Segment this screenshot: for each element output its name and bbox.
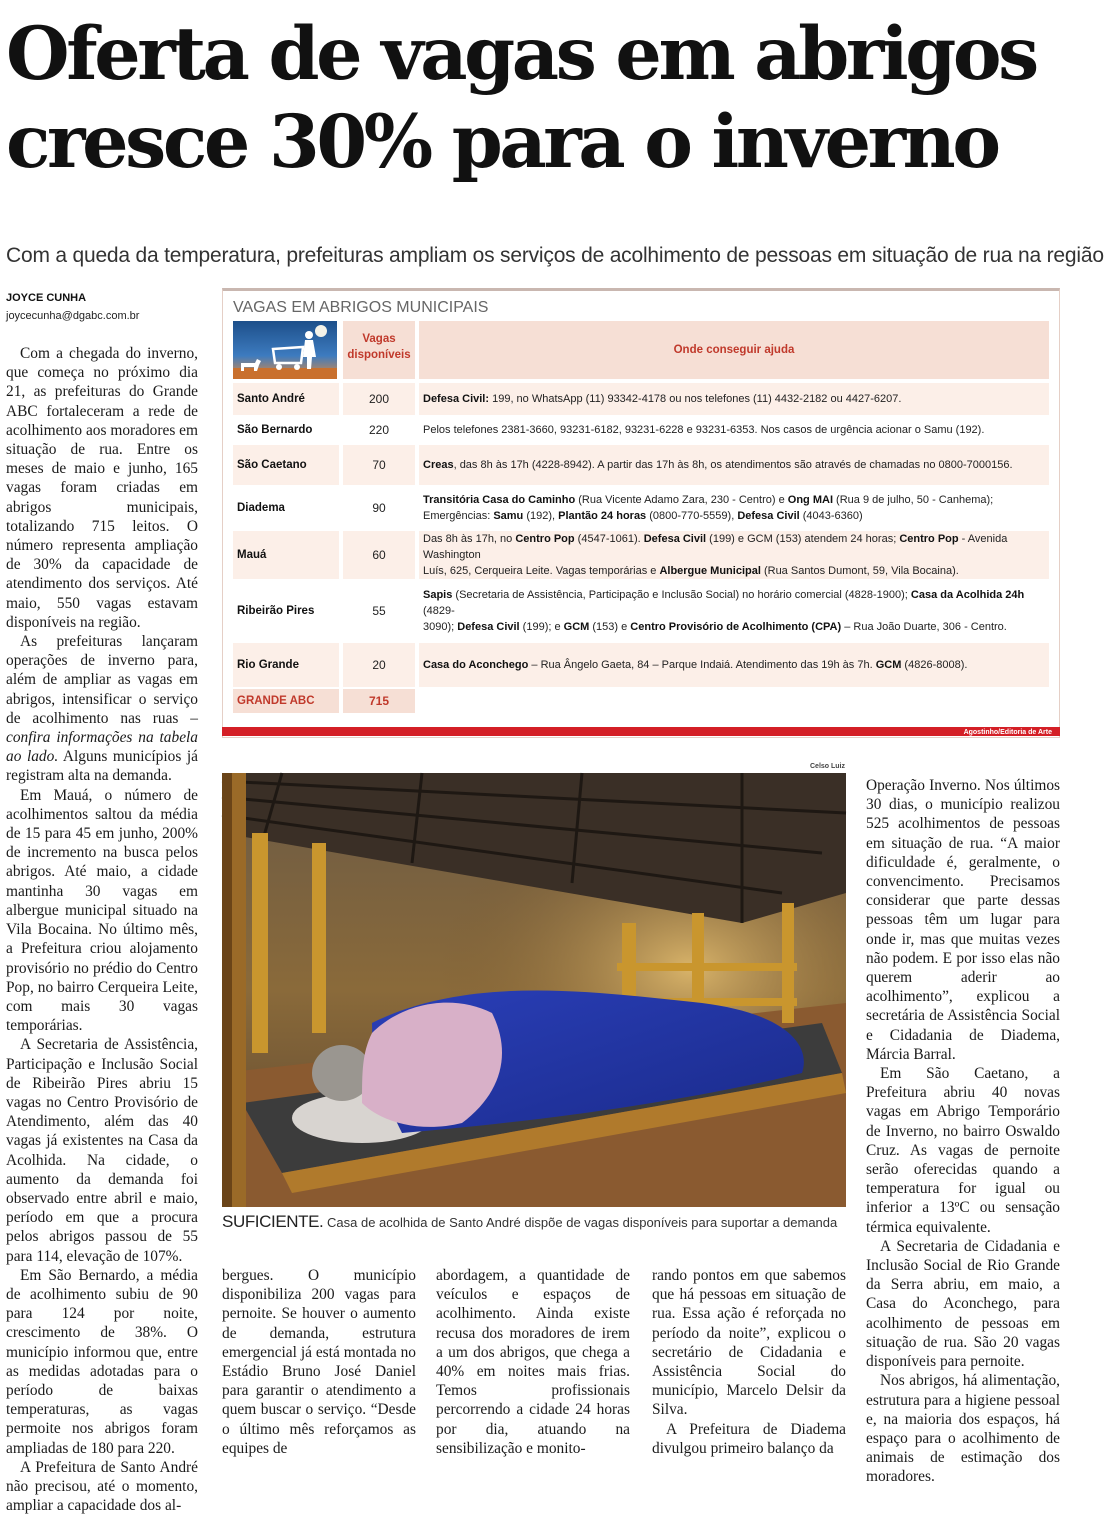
city-name: São Bernardo	[237, 424, 313, 436]
help-info: Pelos telefones 2381-3660, 93231-6182, 93231-6228 e 93231-6353. Nos casos de urgência acionar o Samu (192).	[423, 424, 985, 436]
body-column-3	[436, 1266, 630, 1458]
header-vagas-line-1: Vagas	[362, 333, 396, 345]
vagas-value: 90	[372, 501, 386, 515]
help-info: Sapis (Secretaria de Assistência, Participação e Inclusão Social) no horário comercial (4828-1900); Casa da Acolhida 24h (4829- 3090); Defesa Civil (199); e GCM (153) e Centro Provisório de Acolhimento (CPA) – Rua João Duarte, 306 - Centro.	[423, 589, 1025, 633]
table-row	[233, 579, 1049, 643]
vagas-value: 55	[372, 604, 386, 618]
help-info: Casa do Aconchego – Rua Ângelo Gaeta, 84 – Parque Indaiá. Atendimento das 19h às 7h. GCM (4826-8008).	[419, 643, 1049, 687]
art-credit: Agostinho/Editoria de Arte	[963, 729, 1052, 736]
vagas-value: 200	[343, 383, 415, 415]
paragraph: bergues. O município disponibiliza 200 vagas para pernoite. Se houver o aumento de demanda, estrutura emergencial já está montada no Estádio Bruno José Daniel para garantir o atendimento a quem buscar o serviço. “Desde o último mês reforçamos as equipes de	[222, 1267, 416, 1457]
city-name: Ribeirão Pires	[237, 605, 315, 617]
shelter-photo	[222, 773, 846, 1207]
body-column-4	[652, 1266, 846, 1458]
city-name: Santo André	[233, 383, 339, 415]
headline: Oferta de vagas em abrigos cresce 30% para o inverno	[6, 11, 1036, 185]
body-column-5	[866, 776, 1060, 1487]
table-row	[233, 445, 1049, 485]
paragraph: Nos abrigos, há alimentação, estrutura para a higiene pessoal e, na maioria dos espaços, há espaço para o acolhimento de animais de estimação dos moradores.	[866, 1372, 1060, 1486]
total-label: GRANDE ABC	[233, 689, 339, 713]
help-info: Defesa Civil: 199, no WhatsApp (11) 93342-4178 ou nos telefones (11) 4432-2182 ou 4427-6207.	[419, 383, 1049, 415]
paragraph: Com a chegada do inverno, que começa no próximo dia 21, as prefeituras do Grande ABC fortaleceram a rede de acolhimento aos moradores em situação de rua. Entre os meses de maio e junho, 165 vagas foram criadas em abrigos municipais, totalizando 715 leitos. O número representa ampliação de 30% da capacidade de atendimento dos serviços. Até maio, 550 vagas estavam disponíveis na região.	[6, 345, 198, 631]
city-name: São Caetano	[233, 445, 339, 485]
header-vagas	[343, 321, 415, 379]
paragraph: Operação Inverno. Nos últimos 30 dias, o município realizou 525 acolhimentos de pessoas em situação de rua. “A maior dificuldade é, geralmente, o convencimento. Precisamos considerar que parte dessas pessoas têm um lugar para onde ir, mas que muitas vezes não podem. E por isso elas não querem aderir ao acolhimento”, explicou a secretária de Assistência Social e Cidadania de Diadema, Márcia Barral.	[866, 777, 1060, 1063]
caption-label: SUFICIENTE.	[222, 1212, 324, 1231]
paragraph: rando pontos em que sabemos que há pessoas em situação de rua. Essa ação é reforçada no período da noite”, explicou o secretário de Cidadania e Assistência Social do município, Marcelo Delsir da Silva.	[652, 1267, 846, 1419]
city-name: Mauá	[233, 531, 339, 579]
photo-illustration	[222, 773, 846, 1207]
subhead: Com a queda da temperatura, prefeituras ampliam os serviços de acolhimento de pessoas em situação de rua na região	[6, 244, 1104, 267]
city-name: Diadema	[237, 502, 285, 514]
paragraph	[6, 632, 198, 786]
paragraph: Em São Bernardo, a média de acolhimento subiu de 90 para 124 por noite, crescimento de 38%. O município informou que, entre as medidas adotadas para o período de baixas temperaturas, as vagas permoite nos abrigos foram ampliadas de 180 para 220.	[6, 1266, 198, 1457]
table-row	[233, 415, 1049, 445]
help-info: Transitória Casa do Caminho (Rua Vicente Adamo Zara, 230 - Centro) e Ong MAI (Rua 9 de julho, 50 - Canhema); Emergências: Samu (192), Plantão 24 horas (0800-770-5559), Defesa Civil (4043-6360)	[423, 494, 994, 522]
paragraph: A Prefeitura de Santo André não precisou, até o momento, ampliar a capacidade dos al-	[6, 1458, 198, 1515]
caption-text: Casa de acolhida de Santo André dispõe de vagas disponíveis para suportar a demanda	[323, 1215, 838, 1230]
vagas-value: 20	[343, 643, 415, 687]
paragraph: A Prefeitura de Diadema divulgou primeiro balanço da	[652, 1420, 846, 1457]
header-vagas-line-2: disponíveis	[347, 349, 411, 361]
vagas-value: 70	[343, 445, 415, 485]
paragraph: A Secretaria de Cidadania e Inclusão Social de Rio Grande da Serra abriu, em maio, a Casa do Aconchego, para acolhimento de pessoas em situação de rua. São 20 vagas disponíveis para pernoite.	[866, 1237, 1060, 1371]
table-row	[233, 531, 1049, 579]
homeless-cart-icon	[233, 321, 337, 379]
photo-credit: Celso Luiz	[810, 763, 846, 770]
total-value: 715	[343, 689, 415, 713]
paragraph-text: Alguns municípios já registram alta na demanda.	[6, 748, 198, 785]
vagas-value: 60	[343, 531, 415, 579]
author-email: joycecunha@dgabc.com.br	[6, 310, 140, 322]
photo-caption	[222, 1212, 854, 1232]
body-column-1	[6, 344, 198, 1515]
table-row	[233, 485, 1049, 531]
table-row	[233, 643, 1049, 687]
help-info: Das 8h às 17h, no Centro Pop (4547-1061). Defesa Civil (199) e GCM (153) atendem 24 horas; Centro Pop - Avenida Washington Luís, 625, Cerqueira Leite. Vagas temporárias e Albergue Municipal (Rua Santos Dumont, 59, Vila Bocaina).	[419, 531, 1049, 579]
paragraph-text: As prefeituras lançaram operações de inverno para, além de ampliar as vagas em abrigos, intensificar o serviço de acolhimento nas ruas –	[6, 633, 198, 727]
vagas-value: 220	[368, 423, 390, 437]
paragraph: Em São Caetano, a Prefeitura abriu 40 novas vagas em Abrigo Temporário de Inverno, no bairro Oswaldo Cruz. As vagas de pernoite serão oferecidas quando a temperatura for igual ou inferior a 13ºC ou sensação térmica equivalente.	[866, 1065, 1060, 1236]
table-title: VAGAS EM ABRIGOS MUNICIPAIS	[233, 299, 489, 316]
paragraph: abordagem, a quantidade de veículos e espaços de acolhimento. Ainda existe recusa dos moradores de irem a um dos abrigos, que chega a 40% em noites mais frias. Temos profissionais percorrendo a cidade 24 horas por dia, atuando na sensibilização e monito-	[436, 1267, 630, 1457]
table-reference: confira informações na tabela ao lado.	[6, 729, 198, 766]
city-name: Rio Grande	[233, 643, 339, 687]
table-row	[233, 383, 1049, 415]
shelter-table-box	[222, 288, 1060, 738]
red-divider-bar	[222, 727, 1060, 736]
shelter-table	[233, 321, 1049, 719]
paragraph: Em Mauá, o número de acolhimentos saltou da média de 15 para 45 em junho, 200% de incremento na busca pelos abrigos. Até maio, a cidade mantinha 30 vagas em albergue municipal situado na Vila Bocaina. No último mês, a Prefeitura criou alojamento provisório no prédio do Centro Pop, no bairro Cerqueira Leite, com mais 30 vagas temporárias.	[6, 786, 198, 1035]
author-name: JOYCE CUNHA	[6, 292, 87, 304]
paragraph: A Secretaria de Assistência, Participação e Inclusão Social de Ribeirão Pires abriu 15 vagas no Centro Provisório de Atendimento, além das 40 vagas já existentes na Casa da Acolhida. Na cidade, o aumento da demanda foi observado entre abril e maio, período em que a procura pelos abrigos passou de 55 para 114, elevação de 107%.	[6, 1036, 198, 1265]
header-ajuda: Onde conseguir ajuda	[419, 321, 1049, 379]
body-column-2	[222, 1266, 416, 1458]
table-total-row	[233, 689, 1049, 713]
help-info: Creas, das 8h às 17h (4228-8942). A partir das 17h às 8h, os atendimentos são através de chamadas no 0800-7000156.	[419, 445, 1049, 485]
